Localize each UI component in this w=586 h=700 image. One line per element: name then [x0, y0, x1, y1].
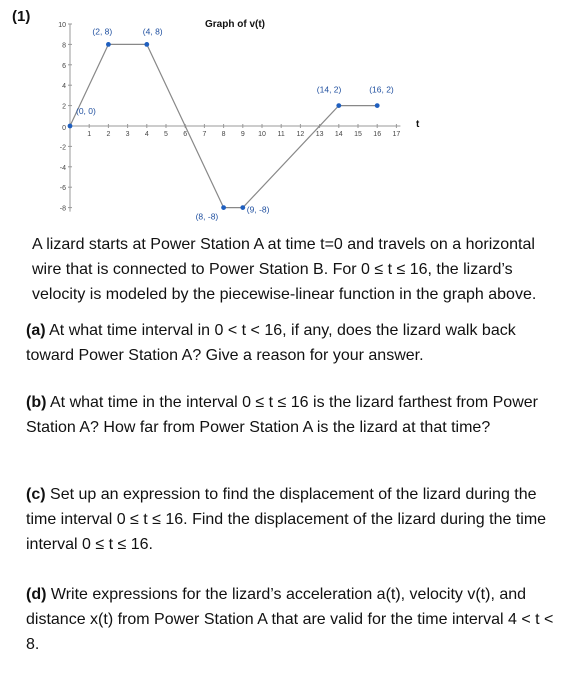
y-tick-label: 10 [58, 22, 66, 29]
x-tick-label: 17 [392, 131, 401, 138]
y-tick-label: -4 [59, 164, 66, 172]
point-label: (9, -8) [246, 204, 270, 215]
question-c-text: Set up an expression to find the displacement of the lizard during the time interval 0 ≤ t ≤ 16. Find the displacement of the lizard during the time interval 0 ≤ t ≤ 16. [26, 486, 547, 553]
data-point [336, 103, 341, 108]
question-a [26, 318, 561, 368]
point-label: (4, 8) [142, 26, 163, 37]
problem-intro: A lizard starts at Power Station A at time t=0 and travels on a horizontal wire that is connected to Power Station B. For 0 ≤ t ≤ 16, the lizard’s velocity is modeled by the piecewise-linear function in the graph above. [32, 236, 537, 303]
data-point [240, 205, 245, 210]
x-tick-label: 6 [183, 131, 188, 138]
y-tick-label: 6 [62, 62, 66, 70]
x-tick-label: 3 [125, 131, 130, 138]
point-labels [76, 26, 394, 221]
question-d-text: Write expressions for the lizard’s acceleration a(t), velocity v(t), and distance x(t) from Power Station A that are valid for the time interval 4 < t < 8. [26, 586, 554, 653]
x-tick-label: 7 [202, 131, 207, 138]
question-c-label: (c) [26, 486, 46, 503]
x-tick-label: 10 [258, 131, 266, 138]
question-b [26, 390, 561, 440]
x-tick-label: 5 [164, 131, 168, 138]
point-label: (2, 8) [92, 26, 113, 37]
x-tick-label: 1 [87, 131, 92, 138]
question-b-label: (b) [26, 394, 47, 411]
x-tick-label: 4 [144, 131, 149, 138]
y-tick-label: -6 [59, 185, 66, 193]
y-tick-label: 8 [62, 42, 66, 50]
x-axis-label: t [416, 119, 420, 130]
x-tick-label: 12 [296, 131, 305, 138]
x-tick-label: 14 [334, 131, 343, 138]
y-tick-label: 2 [62, 103, 66, 111]
y-tick-label: -2 [59, 144, 66, 152]
x-tick-label: 11 [277, 131, 285, 138]
question-a-text: At what time interval in 0 < t < 16, if any, does the lizard walk back toward Power Station A? Give a reason for your answer. [26, 322, 516, 364]
question-c [26, 482, 561, 557]
y-tick-label: -8 [59, 205, 66, 213]
problem-number: (1) [12, 8, 31, 25]
data-point [68, 124, 73, 129]
question-b-text: At what time in the interval 0 ≤ t ≤ 16 is the lizard farthest from Power Station A? How far from Power Station A is the lizard at that time? [26, 394, 538, 436]
axes [70, 24, 400, 212]
question-a-label: (a) [26, 322, 46, 339]
point-label: (14, 2) [316, 84, 342, 95]
x-tick-label: 16 [373, 131, 382, 138]
x-tick-label: 8 [221, 131, 226, 138]
origin-tick-label: 0 [62, 125, 66, 132]
chart-title: Graph of v(t) [205, 19, 265, 30]
axis-ticks [58, 22, 400, 213]
x-tick-label: 9 [240, 131, 245, 138]
question-d [26, 582, 561, 657]
velocity-graph [0, 0, 586, 230]
data-point [375, 103, 380, 108]
x-tick-label: 2 [106, 131, 111, 138]
question-d-label: (d) [26, 586, 47, 603]
point-label: (16, 2) [369, 84, 394, 95]
point-label: (0, 0) [76, 106, 96, 116]
data-point [144, 42, 149, 47]
x-tick-label: 13 [315, 131, 324, 138]
data-point [106, 42, 111, 47]
x-tick-label: 15 [354, 131, 362, 138]
y-tick-label: 4 [62, 83, 66, 91]
data-point [221, 205, 226, 210]
point-label: (8, -8) [195, 211, 219, 222]
